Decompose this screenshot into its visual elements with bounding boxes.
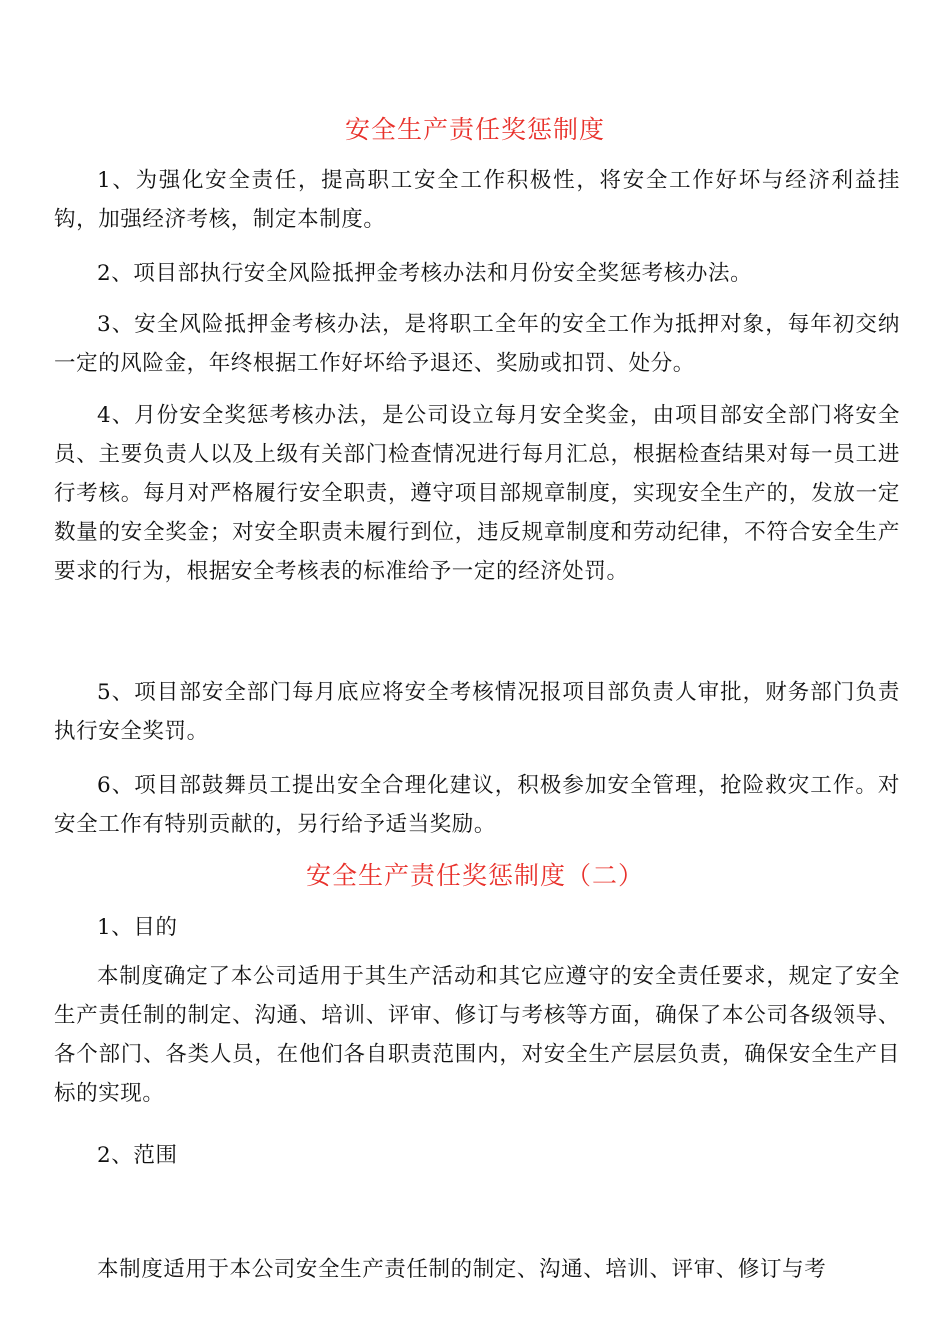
paragraph-purpose: 本制度确定了本公司适用于其生产活动和其它应遵守的安全责任要求，规定了安全生产责任制的制定、沟通、培训、评审、修订与考核等方面，确保了本公司各级领导、各个部门、各类人员，在他们各自职责范围内，对安全生产层层负责，确保安全生产目标的实现。 [54,964,900,1106]
section-title-2: 安全生产责任奖惩制度（二） [305,861,644,890]
paragraph-2: 2、项目部执行安全风险抵押金考核办法和月份安全奖惩考核办法。 [97,261,753,286]
paragraph-6: 6、项目部鼓舞员工提出安全合理化建议，积极参加安全管理，抢险救灾工作。对安全工作有特别贡献的，另行给予适当奖励。 [54,773,900,837]
heading-purpose: 1、目的 [97,915,178,940]
paragraph-3: 3、安全风险抵押金考核办法，是将职工全年的安全工作为抵押对象，每年初交纳一定的风险金，年终根据工作好坏给予退还、奖励或扣罚、处分。 [54,312,900,376]
paragraph-1: 1、为强化安全责任，提高职工安全工作积极性，将安全工作好坏与经济利益挂钩，加强经济考核，制定本制度。 [54,168,900,232]
heading-scope: 2、范围 [97,1143,178,1168]
paragraph-5: 5、项目部安全部门每月底应将安全考核情况报项目部负责人审批，财务部门负责执行安全奖罚。 [54,680,900,744]
paragraph-4: 4、月份安全奖惩考核办法，是公司设立每月安全奖金，由项目部安全部门将安全员、主要负责人以及上级有关部门检查情况进行每月汇总，根据检查结果对每一员工进行考核。每月对严格履行安全职责，遵守项目部规章制度，实现安全生产的，发放一定数量的安全奖金；对安全职责未履行到位，违反规章制度和劳动纪律，不符合安全生产要求的行为，根据安全考核表的标准给予一定的经济处罚。 [54,403,900,584]
paragraph-scope: 本制度适用于本公司安全生产责任制的制定、沟通、培训、评审、修订与考 [97,1257,827,1282]
document-title: 安全生产责任奖惩制度 [344,115,605,144]
